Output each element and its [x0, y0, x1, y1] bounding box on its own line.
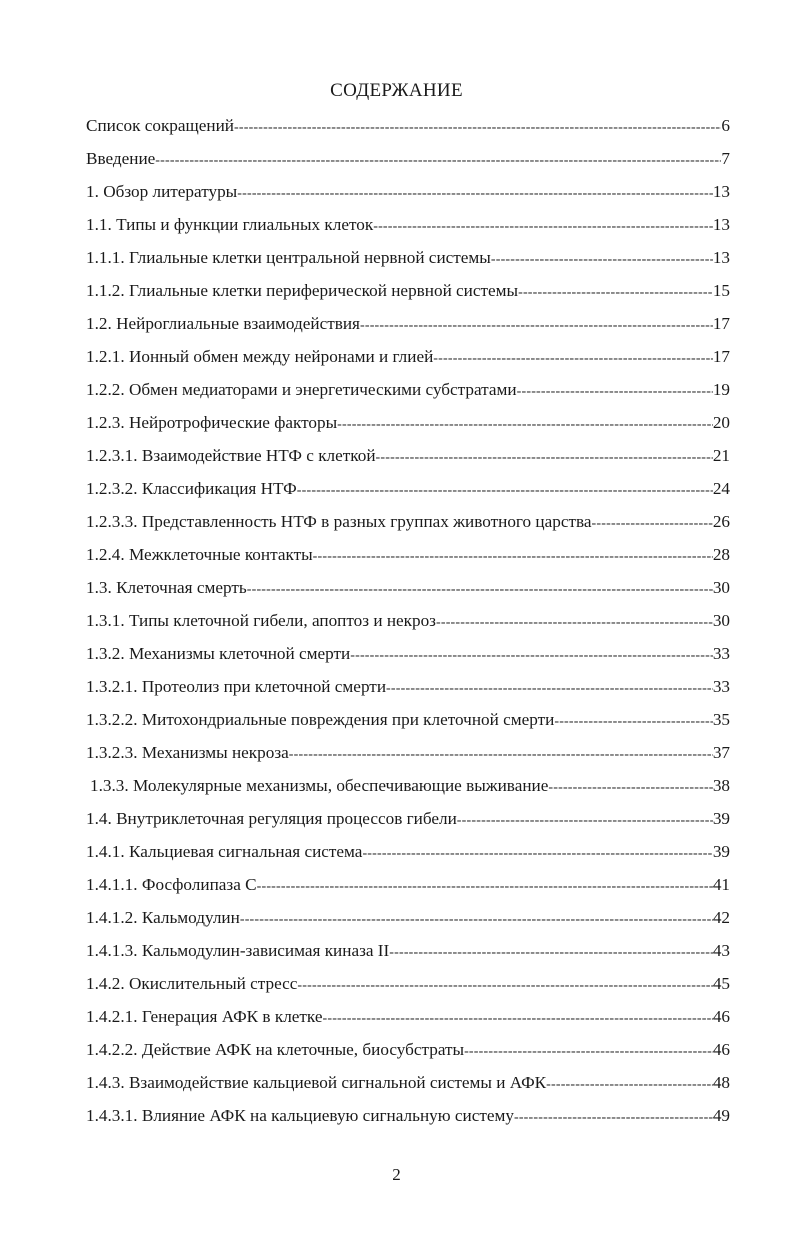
toc-entry	[86, 1007, 730, 1040]
toc-entry-page: 7	[721, 149, 730, 168]
toc-entry-page: 39	[712, 809, 730, 828]
toc-dot-leader	[360, 318, 713, 334]
toc-entry-page: 41	[712, 875, 730, 894]
toc-dot-leader	[373, 219, 713, 235]
toc-entry	[86, 908, 730, 941]
toc-entry	[86, 182, 730, 215]
toc-dot-leader	[289, 747, 713, 763]
toc-entry-label: 1.1.1. Глиальные клетки центральной нервной системы	[86, 248, 491, 267]
toc-dot-leader	[322, 1011, 712, 1027]
toc-entry-label: 1.2.1. Ионный обмен между нейронами и глией	[86, 347, 434, 366]
toc-entry-page: 30	[712, 611, 730, 630]
toc-dot-leader	[464, 1044, 713, 1060]
toc-entry-page: 13	[712, 248, 730, 267]
toc-entry	[86, 842, 730, 875]
toc-dot-leader	[257, 879, 713, 895]
toc-dot-leader	[237, 186, 713, 202]
toc-entry-page: 46	[712, 1007, 730, 1026]
toc-dot-leader	[240, 912, 713, 928]
toc-entry	[86, 644, 730, 677]
toc-entry-label: Список сокращений	[86, 116, 234, 135]
toc-entry-label: 1.2.2. Обмен медиаторами и энергетическими субстратами	[86, 380, 517, 399]
toc-entry	[86, 578, 730, 611]
toc-entry-label: 1.1. Типы и функции глиальных клеток	[86, 215, 374, 234]
toc-entry	[86, 446, 730, 479]
toc-dot-leader	[247, 582, 713, 598]
toc-entry-label: 1.2.3.1. Взаимодействие НТФ с клеткой	[86, 446, 376, 465]
toc-dot-leader	[386, 681, 713, 697]
toc-entry	[86, 380, 730, 413]
toc-entry-label: 1.4.3. Взаимодействие кальциевой сигнальной системы и АФК	[86, 1073, 547, 1092]
toc-entry-label: 1.4.2.1. Генерация АФК в клетке	[86, 1007, 323, 1026]
toc-entry	[86, 248, 730, 281]
toc-dot-leader	[518, 285, 713, 301]
toc-dot-leader	[491, 252, 713, 268]
toc-dot-leader	[592, 516, 713, 532]
toc-entry-page: 48	[712, 1073, 730, 1092]
toc-entry	[86, 149, 730, 182]
toc-entry-page: 35	[712, 710, 730, 729]
toc-entry	[86, 809, 730, 842]
toc-entry-page: 13	[712, 182, 730, 201]
toc-entry-label: 1.4.1.3. Кальмодулин-зависимая киназа II	[86, 941, 390, 960]
toc-entry-page: 33	[712, 677, 730, 696]
toc-entry	[86, 512, 730, 545]
toc-entry-page: 28	[712, 545, 730, 564]
toc-entry-label: 1.3.2. Механизмы клеточной смерти	[86, 644, 351, 663]
toc-entry	[86, 1073, 730, 1106]
toc-dot-leader	[514, 1110, 713, 1126]
toc-entry-label: 1.2. Нейроглиальные взаимодействия	[86, 314, 360, 333]
toc-entry	[86, 974, 730, 1007]
toc-entry	[86, 743, 730, 776]
toc-entry-label: 1.1.2. Глиальные клетки периферической нервной системы	[86, 281, 519, 300]
toc-entry-page: 26	[712, 512, 730, 531]
toc-dot-leader	[362, 846, 712, 862]
toc-entry	[86, 776, 730, 809]
toc-entry-label: 1. Обзор литературы	[86, 182, 238, 201]
toc-entry-label: 1.3.2.1. Протеолиз при клеточной смерти	[86, 677, 387, 696]
toc-dot-leader	[433, 351, 713, 367]
toc-dot-leader	[548, 780, 712, 796]
toc-entry-page: 6	[721, 116, 730, 135]
toc-entry	[86, 611, 730, 644]
toc-entry-page: 33	[712, 644, 730, 663]
toc-entry-page: 45	[712, 974, 730, 993]
toc-entry-page: 15	[712, 281, 730, 300]
toc-entry-label: 1.2.3.2. Классификация НТФ	[86, 479, 297, 498]
toc-entry-page: 38	[712, 776, 730, 795]
toc-entry	[86, 545, 730, 578]
toc-entry	[86, 1040, 730, 1073]
toc-entry-page: 17	[712, 347, 730, 366]
toc-dot-leader	[313, 549, 713, 565]
toc-entry-page: 19	[712, 380, 730, 399]
toc-entry-label: 1.2.3. Нейротрофические факторы	[86, 413, 338, 432]
toc-dot-leader	[155, 153, 721, 169]
toc-entry-page: 24	[712, 479, 730, 498]
toc-entry	[86, 281, 730, 314]
toc-entry-label: 1.2.4. Межклеточные контакты	[86, 545, 313, 564]
toc-entry-label: 1.4. Внутриклеточная регуляция процессов гибели	[86, 809, 457, 828]
toc-dot-leader	[546, 1077, 713, 1093]
table-of-contents	[86, 116, 730, 1139]
toc-entry	[86, 413, 730, 446]
toc-dot-leader	[554, 714, 712, 730]
toc-dot-leader	[234, 120, 721, 136]
toc-dot-leader	[517, 384, 713, 400]
toc-entry	[86, 941, 730, 974]
toc-entry-page: 20	[712, 413, 730, 432]
toc-entry-page: 49	[712, 1106, 730, 1125]
toc-entry-label: 1.3.2.2. Митохондриальные повреждения при клеточной смерти	[86, 710, 555, 729]
toc-entry-label: 1.4.2. Окислительный стресс	[86, 974, 298, 993]
toc-entry-label: 1.4.1.2. Кальмодулин	[86, 908, 240, 927]
toc-entry-label: 1.4.3.1. Влияние АФК на кальциевую сигнальную систему	[86, 1106, 514, 1125]
toc-entry	[86, 875, 730, 908]
toc-dot-leader	[436, 615, 713, 631]
toc-entry-page: 17	[712, 314, 730, 333]
toc-entry-label: 1.3.1. Типы клеточной гибели, апоптоз и некроз	[86, 611, 436, 630]
toc-dot-leader	[337, 417, 713, 433]
toc-dot-leader	[376, 450, 713, 466]
toc-entry	[86, 215, 730, 248]
toc-entry-page: 30	[712, 578, 730, 597]
toc-entry-page: 21	[712, 446, 730, 465]
toc-entry-page: 13	[712, 215, 730, 234]
toc-entry-page: 39	[712, 842, 730, 861]
toc-entry-label: 1.3.2.3. Механизмы некроза	[86, 743, 289, 762]
page-number: 2	[392, 1165, 401, 1184]
toc-entry-label: 1.4.1. Кальциевая сигнальная система	[86, 842, 363, 861]
toc-entry	[86, 710, 730, 743]
toc-entry-label: 1.4.1.1. Фосфолипаза С	[86, 875, 257, 894]
toc-dot-leader	[350, 648, 713, 664]
toc-entry-page: 42	[712, 908, 730, 927]
toc-entry	[86, 479, 730, 512]
toc-entry-label: 1.3. Клеточная смерть	[86, 578, 247, 597]
toc-dot-leader	[457, 813, 713, 829]
page-title: СОДЕРЖАНИЕ	[330, 80, 463, 101]
toc-entry-label: 1.2.3.3. Представленность НТФ в разных группах животного царства	[86, 512, 592, 531]
toc-entry-page: 37	[712, 743, 730, 762]
toc-entry-label: 1.4.2.2. Действие АФК на клеточные, биосубстраты	[86, 1040, 465, 1059]
toc-entry	[86, 1106, 730, 1139]
toc-entry	[86, 314, 730, 347]
toc-entry-page: 46	[712, 1040, 730, 1059]
toc-dot-leader	[389, 945, 713, 961]
toc-entry	[86, 116, 730, 149]
toc-entry-page: 43	[712, 941, 730, 960]
toc-entry	[86, 677, 730, 710]
toc-dot-leader	[297, 483, 713, 499]
toc-dot-leader	[297, 978, 712, 994]
toc-entry-label: 1.3.3. Молекулярные механизмы, обеспечивающие выживание	[90, 776, 549, 795]
toc-entry-label: Введение	[86, 149, 156, 168]
toc-entry	[86, 347, 730, 380]
